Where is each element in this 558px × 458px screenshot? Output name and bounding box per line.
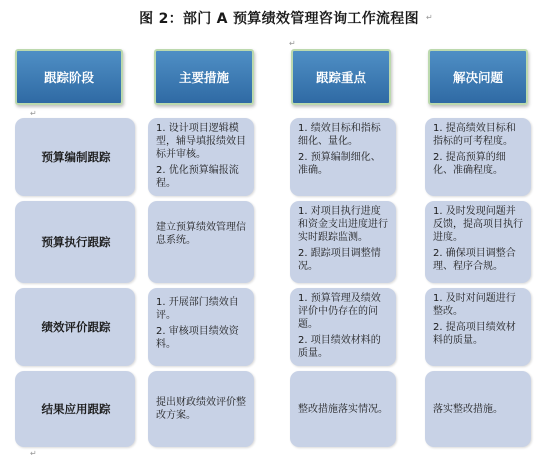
- problem-item: 1. 提高绩效目标和指标的可考程度。: [433, 123, 516, 147]
- focus-cell: [290, 118, 396, 196]
- header-measures: 主要措施: [154, 49, 254, 105]
- problem-item: 2. 提高预算的细化、准确程度。: [433, 152, 506, 176]
- focus-item: 2. 跟踪项目调整情况。: [298, 248, 381, 272]
- header-problems: 解决问题: [428, 49, 528, 105]
- problem-item: 2. 提高项目绩效材料的质量。: [433, 322, 516, 346]
- stage-result-application: [15, 371, 135, 447]
- problems-cell: [425, 118, 531, 196]
- measure-item: 建立预算绩效管理信息系统。: [156, 222, 246, 246]
- problem-item: 1. 及时对问题进行整改。: [433, 293, 516, 317]
- problems-cell: [425, 371, 531, 447]
- header-focus: 跟踪重点: [291, 49, 391, 105]
- problem-item: 2. 确保项目调整合理、程序合规。: [433, 248, 516, 272]
- measure-item: 1. 设计项目逻辑模型，辅导填报绩效目标并审核。: [156, 123, 246, 160]
- measure-item: 2. 优化预算编报流程。: [156, 165, 239, 189]
- stage-label: 预算执行跟踪: [41, 234, 111, 249]
- stage-performance-evaluation: [15, 288, 135, 366]
- focus-item: 2. 预算编制细化、准确。: [298, 152, 381, 176]
- stage-label: 预算编制跟踪: [41, 149, 111, 164]
- focus-item: 1. 对项目执行进度和资金支出进度进行实时跟踪监测。: [298, 206, 388, 243]
- stage-label: 绩效评价跟踪: [41, 319, 111, 334]
- focus-item: 1. 绩效目标和指标细化、量化。: [298, 123, 381, 147]
- measures-cell: [148, 201, 254, 283]
- diagram-title: 图 2：部门 A 预算绩效管理咨询工作流程图: [139, 11, 419, 27]
- focus-item: 2. 项目绩效材料的质量。: [298, 335, 381, 359]
- measure-item: 提出财政绩效评价整改方案。: [156, 397, 246, 421]
- problem-item: 1. 及时发现问题并反馈，提高项目执行进度。: [433, 206, 523, 243]
- measure-item: 1. 开展部门绩效自评。: [156, 297, 239, 321]
- focus-item: 1. 预算管理及绩效评价中仍存在的问题。: [298, 293, 381, 330]
- stage-budget-execution: [15, 201, 135, 283]
- focus-cell: [290, 288, 396, 366]
- focus-item: 整改措施落实情况。: [298, 403, 388, 415]
- problem-item: 落实整改措施。: [433, 403, 503, 415]
- header-stage: 跟踪阶段: [15, 49, 123, 105]
- paragraph-mark: ↵: [30, 449, 37, 458]
- measures-cell: [148, 118, 254, 196]
- problems-cell: [425, 201, 531, 283]
- paragraph-mark: ↵: [426, 13, 433, 22]
- focus-cell: [290, 201, 396, 283]
- stage-budget-preparation: [15, 118, 135, 196]
- paragraph-mark: ↵: [289, 39, 296, 48]
- measures-cell: [148, 288, 254, 366]
- stage-label: 结果应用跟踪: [41, 401, 111, 416]
- measure-item: 2. 审核项目绩效资料。: [156, 326, 239, 350]
- measures-cell: [148, 371, 254, 447]
- paragraph-mark: ↵: [30, 109, 37, 118]
- problems-cell: [425, 288, 531, 366]
- focus-cell: [290, 371, 396, 447]
